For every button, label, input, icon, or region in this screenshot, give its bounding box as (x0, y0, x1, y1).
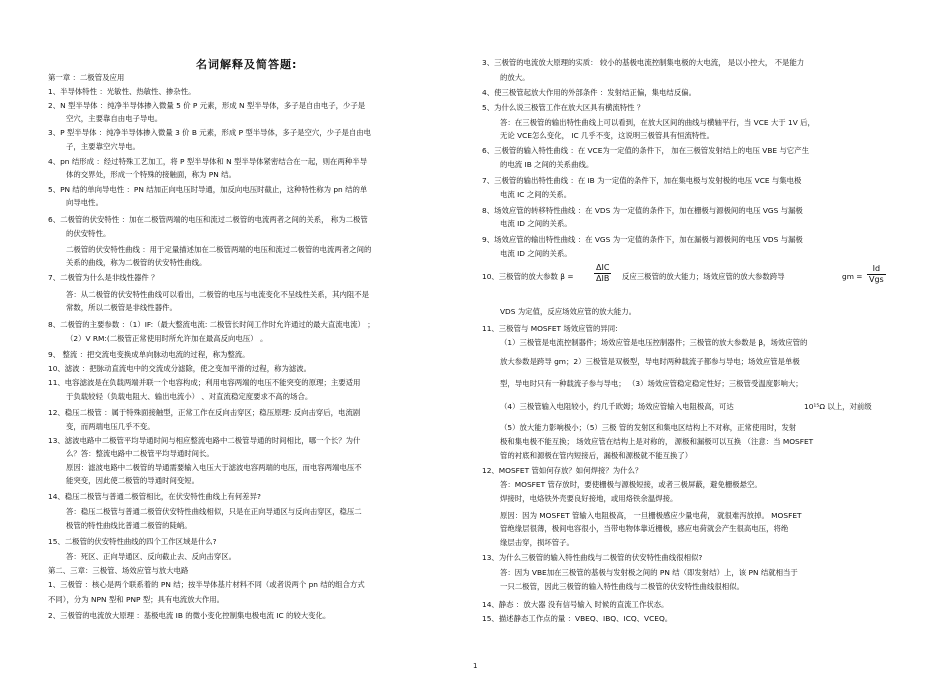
right-text-line: 7、三极管的输出特性曲线 ：在 IB 为一定值的条件下，加在集电极与发射极的电压 VCE 与集电极 (482, 176, 802, 185)
left-text-line: 2、N 型半导体 ：纯净半导体掺入微量 5 价 P 元素，形成 N 型半导体，多子是自由电子，少子是 (48, 101, 366, 110)
gm-fraction: $\frac{Id}{\text{Vgs}}$ (869, 264, 884, 284)
left-text-line: 极管的特性曲线比普通二极管的陡峭。 (66, 521, 192, 530)
left-text-line: 第二、三章：三极管、场效应管与放大电路 (48, 566, 189, 575)
document-title: 名词解释及简答题: (196, 58, 298, 71)
right-text-line: 3、三极管的电流放大原理的实质： 较小的基极电流控制集电极的大电流， 是以小控大， 不是能力 (482, 58, 805, 67)
left-text-line: 答：稳压二极管与普通二极管伏安特性曲线相似，只是在正向导通区与反向击穿区，稳压二 (66, 507, 362, 516)
right-text-line: 10¹⁵Ω 以上，对前级 (804, 402, 872, 411)
left-text-line: 1、三极管 ：核心是两个联系着的 PN 结；按半导体基片材料不同（或者说两个 pn 结的组合方式 (48, 580, 365, 589)
left-text-line: 11、电容滤波是在负载两端并联一个电容构成；利用电容两端的电压不能突变的原理；主要适用 (48, 378, 361, 387)
left-text-line: 能突变，因此使二极管的导通时间变短。 (66, 476, 200, 485)
left-text-line: 常数，所以二极管是非线性器件。 (66, 303, 177, 312)
left-text-line: 13、滤波电路中二极管平均导通时间与相应整流电路中二极管导通的时间相比，哪一个长？为什 (48, 436, 361, 445)
right-text-line: 11、三极管与 MOSFET 场效应管的异同: (482, 324, 618, 333)
right-text-line: 型，导电时只有一种载流子参与导电； （3）场效应管稳定稳定性好；三极管受温度影响大； (500, 379, 803, 388)
left-text-line: （2）V RM:(二极管正常使用时所允许加在最高反向电压） 。 (66, 334, 268, 343)
right-text-line: 一只二极管，因此三极管的输入特性曲线与二极管的伏安特性曲线很相似。 (500, 582, 744, 591)
right-text-line: 无论 VCE怎么变化， IC 几乎不变，这说明三极管具有恒流特性。 (500, 131, 715, 140)
left-text-line: 于负载较轻（负载电阻大、输出电流小） 、对直流稳定度要求不高的场合。 (66, 392, 313, 401)
right-text-line: 放大参数是跨导 gm；2）三极管是双极型，导电时两种载流子都参与导电；场效应管是单极 (500, 357, 800, 366)
left-text-line: 3、P 型半导体 ：纯净半导体掺入微量 3 价 B 元素，形成 P 型半导体，多子是空穴，少子是自由电 (48, 128, 372, 137)
right-text-line: 反应三极管的放大能力；场效应管的放大参数跨导 (622, 272, 785, 281)
left-text-line: 5、PN 结的单向导电性 ：PN 结加正向电压时导通，加反向电压时截止，这种特性称为 pn 结的单 (48, 185, 368, 194)
right-text-line: 答：因为 VBE加在三极管的基极与发射极之间的 PN 结（即发射结）上，该 PN 结就相当于 (500, 568, 798, 577)
left-text-line: 10、滤波 ：把脉动直流电中的交流成分滤除，使之变加平滑的过程，称为滤波。 (48, 364, 312, 373)
left-text-line: 不同），分为 NPN 型和 PNP 型；具有电流放大作用。 (48, 595, 225, 604)
right-text-line: 9、场效应管的输出特性曲线 ：在 VGS 为一定值的条件下，加在漏极与源极间的电压 VDS 与漏极 (482, 235, 803, 244)
right-text-line: （4）三极管输入电阻较小，约几千欧姆；场效应管输入电阻极高，可达 (500, 402, 734, 411)
right-text-line: 电流 ID 之间的关系。 (500, 249, 572, 258)
right-text-line: 管的衬底和源极在管内短接后，漏极和源极就不能互换了） (500, 451, 693, 460)
left-text-line: 关系的曲线，称为二极管的伏安特性曲线。 (66, 258, 207, 267)
right-text-line: 答：在三极管的输出特性曲线上可以看到，在放大区间的曲线与横轴平行，当 VCE 大于 1V 后， (500, 118, 815, 127)
right-text-line: VDS 为定值，反应场效应管的放大能力。 (500, 307, 637, 316)
right-text-line: 的电流 IB 之间的关系曲线。 (500, 160, 594, 169)
right-text-line: （1）三极管是电流控制器件；场效应管是电压控制器件；三极管的放大参数是 β，场效应管的 (500, 338, 808, 347)
right-text-line: 电流 ID 之间的关系。 (500, 219, 572, 228)
right-text-line: 极和集电极不能互换； 场效应管在结构上是对称的， 源极和漏极可以互换 （注意：当 MOSFET (500, 437, 814, 446)
right-text-line: 答：MOSFET 管存放时，要使栅极与源极短接，或者三极屏蔽，避免栅极悬空。 (500, 480, 762, 489)
left-text-line: 空穴，主要靠自由电子导电。 (66, 114, 163, 123)
left-text-line: 6、二极管的伏安特性 ：加在二极管两端的电压和流过二极管的电流两者之间的关系， 称为二极管 (48, 215, 368, 224)
page-number: 1 (473, 662, 478, 670)
right-text-line: 10、三极管的放大参数 β = (482, 272, 574, 281)
right-text-line: gm = (842, 272, 863, 281)
right-text-line: 15、描述静态工作点的量 ：VBEQ、IBQ、ICQ、VCEQ。 (482, 614, 673, 623)
right-text-line: 焊接时，电烙铁外壳要良好接地，或用烙铁余温焊接。 (500, 494, 678, 503)
left-text-line: 2、三极管的电流放大原理 ：基极电流 IB 的微小变化控制集电极电流 IC 的较大变化。 (48, 611, 331, 620)
right-text-line: 管绝缘层很薄，极间电容很小，当带电物体靠近栅极，感应电荷就会产生很高电压，将绝 (500, 524, 789, 533)
left-text-line: 的伏安特性。 (66, 229, 111, 238)
right-text-line: 原因：因为 MOSFET 管输入电阻极高， 一旦栅极感应少量电荷， 就很难泻放掉。 MOSFET (500, 511, 802, 520)
left-text-line: 二极管的伏安特性曲线 ：用于定量描述加在二极管两端的电压和流过二极管的电流两者之间的 (66, 245, 372, 254)
left-text-line: 第一章 ：二极管及应用 (48, 73, 125, 82)
left-text-line: 12、稳压二极管 ：属于特殊面接触型，正常工作在反向击穿区；稳压原理: 反向击穿后，电流剧 (48, 408, 361, 417)
right-text-line: 的放大。 (500, 73, 530, 82)
left-text-line: 8、二极管的主要参数 ：（1）IF:（最大整流电流: 二极管长时间工作时允许通过的最大直流电流） ； (48, 320, 375, 329)
right-text-line: 缘层击穿，损坏管子。 (500, 538, 574, 547)
left-text-line: 答：死区、正向导通区、反向截止去、反向击穿区。 (66, 552, 236, 561)
right-text-line: （5）放大能力影响极小；（5）三极 管的发射区和集电区结构上不对称，正常使用时，发射 (500, 423, 797, 432)
right-text-line: 6、三极管的输入特性曲线 ：在 VCE为一定值的条件下， 加在三极管发射结上的电压 VBE 与它产生 (482, 146, 809, 155)
right-text-line: 12、MOSFET 管如何存放？如何焊接？为什么？ (482, 466, 643, 475)
left-text-line: 9、 整流 ：把交流电变换成单向脉动电流的过程，称为整流。 (48, 350, 250, 359)
left-text-line: 体的交界处，形成一个特殊的接触面，称为 PN 结。 (66, 170, 236, 179)
right-text-line: 8、场效应管的转移特性曲线 ：在 VDS 为一定值的条件下，加在栅极与源极间的电压 VGS 与漏极 (482, 206, 803, 215)
left-text-line: 7、二极管为什么是非线性器件 ？ (48, 273, 159, 282)
left-text-line: 15、二极管的伏安特性曲线的四个工作区域是什么? (48, 537, 217, 546)
left-text-line: 14、稳压二极管与普通二极管相比，在伏安特性曲线上有何差异? (48, 492, 261, 501)
right-text-line: 4、使三极管起放大作用的外部条件 ：发射结正偏，集电结反偏。 (482, 88, 696, 97)
right-text-line: 14、静态 ：放大器 没有信号输入 时候的直流工作状态。 (482, 600, 669, 609)
right-text-line: 5、为什么说三极管工作在放大区具有横流特性 ？ (482, 103, 645, 112)
left-text-line: 么？答：整流电路中二极管平均导通时间长。 (66, 449, 214, 458)
right-text-line: 13、为什么三极管的输入特性曲线与二极管的伏安特性曲线很相似? (482, 553, 703, 562)
left-text-line: 子，主要靠空穴导电。 (66, 142, 140, 151)
left-text-line: 4、pn 结形成 ：经过特殊工艺加工，将 P 型半导体和 N 型半导体紧密结合在一起，则在两种半导 (48, 157, 368, 166)
right-text-line: 电流 IC 之间的关系。 (500, 190, 572, 199)
beta-fraction: $\frac{\text{ΔIC}}{\text{ΔIB}}$ (596, 263, 610, 283)
left-text-line: 1、半导体特性 ：光敏性、热敏性、掺杂性。 (48, 87, 196, 96)
left-text-line: 原因：滤波电路中二极管的导通需要输入电压大于滤波电容两端的电压，而电容两端电压不 (66, 463, 362, 472)
left-text-line: 变，而两端电压几乎不变。 (66, 422, 155, 431)
left-text-line: 答：从二极管的伏安特性曲线可以看出，二极管的电压与电流变化不呈线性关系，其内阻不是 (66, 290, 370, 299)
left-text-line: 向导电性。 (66, 198, 103, 207)
